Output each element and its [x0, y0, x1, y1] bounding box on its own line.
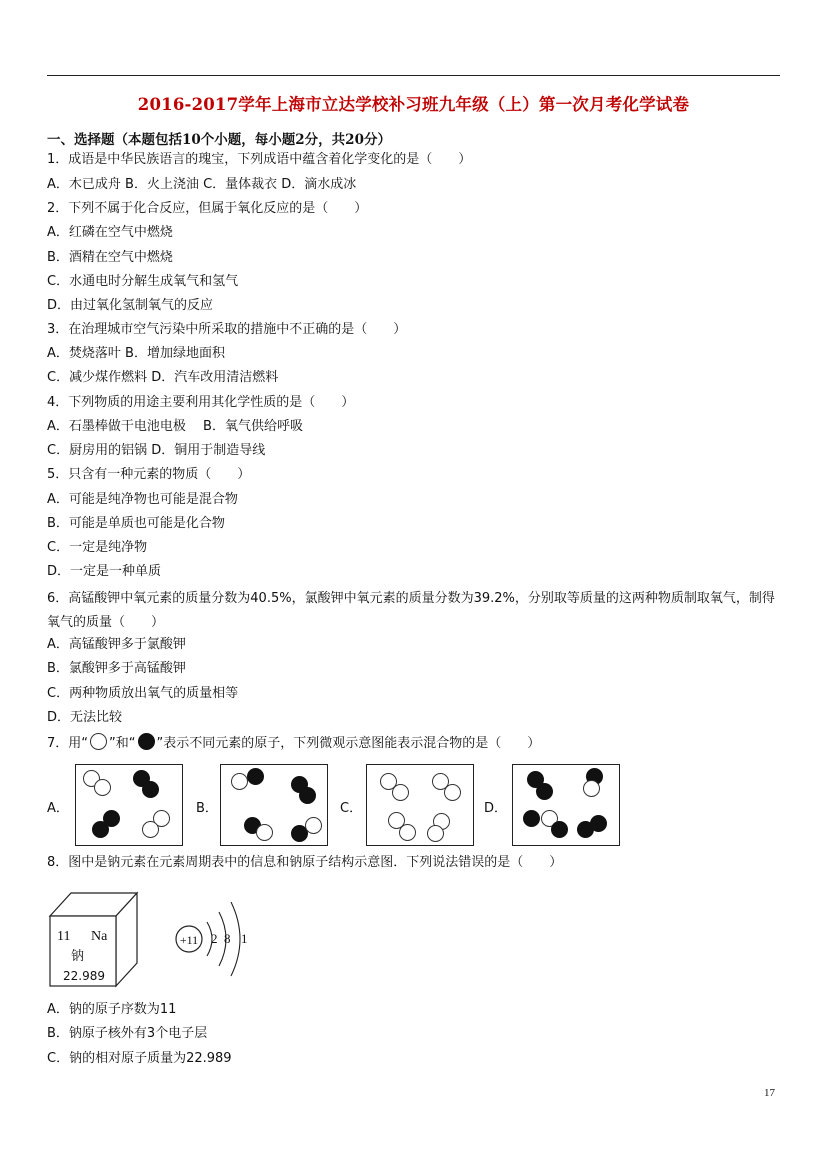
question-2-stem: 2．下列不属于化合反应，但属于氧化反应的是（ ）: [47, 201, 368, 216]
question-7-stem-part-1: 7．用“: [47, 736, 89, 751]
header-rule: [47, 75, 780, 76]
sodium-figure: [47, 888, 252, 990]
black-atom-icon: [138, 733, 155, 750]
question-1-options: A．木已成舟 B．火上浇油 C．量体裁衣 D．滴水成冰: [47, 177, 357, 192]
question-1-stem: 1．成语是中华民族语言的瑰宝，下列成语中蕴含着化学变化的是（ ）: [47, 152, 472, 167]
shell-2-electrons: 8: [224, 931, 231, 946]
question-4-stem: 4．下列物质的用途主要利用其化学性质的是（ ）: [47, 395, 355, 410]
question-5-option-b: B．可能是单质也可能是化合物: [47, 516, 225, 531]
question-8-option-c: C．钠的相对原子质量为22.989: [47, 1051, 232, 1066]
question-6-option-b: B．氯酸钾多于高锰酸钾: [47, 661, 186, 676]
page-number: 17: [764, 1087, 775, 1099]
section-heading: 一、选择题（本题包括10个小题，每小题2分，共20分）: [47, 132, 391, 148]
question-7-label-b: B．: [196, 801, 218, 816]
question-6-option-d: D．无法比较: [47, 710, 123, 725]
question-3-options-ab: A．焚烧落叶 B．增加绿地面积: [47, 346, 225, 361]
question-7-label-d: D．: [484, 801, 508, 816]
element-symbol: Na: [91, 929, 108, 944]
question-6-option-c: C．两种物质放出氧气的质量相等: [47, 686, 239, 701]
atomic-mass: 22.989: [63, 969, 105, 983]
question-4-options-ab: A．石墨棒做干电池电极 B．氧气供给呼吸: [47, 419, 303, 434]
question-2-option-b: B．酒精在空气中燃烧: [47, 250, 173, 265]
molecule-diagram-b: [220, 764, 328, 846]
question-7-label-a: A．: [47, 801, 69, 816]
atom-structure-diagram: [176, 902, 248, 976]
question-3-options-cd: C．减少煤作燃料 D．汽车改用清洁燃料: [47, 370, 279, 385]
question-7-stem-part-2: ”和“: [109, 736, 136, 751]
question-8-option-b: B．钠原子核外有3个电子层: [47, 1026, 208, 1041]
question-5-option-a: A．可能是纯净物也可能是混合物: [47, 492, 238, 507]
question-3-stem: 3．在治理城市空气污染中所采取的措施中不正确的是（ ）: [47, 322, 407, 337]
atomic-number: 11: [57, 929, 71, 944]
question-2-option-a: A．红磷在空气中燃烧: [47, 225, 173, 240]
page-title: 2016-2017学年上海市立达学校补习班九年级（上）第一次月考化学试卷: [137, 95, 690, 114]
question-2-option-c: C．水通电时分解生成氧气和氢气: [47, 274, 239, 289]
shell-3-electrons: 1: [241, 931, 248, 946]
question-7-stem: [47, 733, 540, 752]
question-6-option-a: A．高锰酸钾多于氯酸钾: [47, 637, 186, 652]
question-6-stem: 6．高锰酸钾中氧元素的质量分数为40.5%，氯酸钾中氧元素的质量分数为39.2%，分别取等质量的这两种物质制取氧气，制得氧气的质量（ ）: [47, 591, 775, 630]
element-name: 钠: [71, 949, 85, 964]
question-5-option-c: C．一定是纯净物: [47, 540, 148, 555]
question-5-stem: 5．只含有一种元素的物质（ ）: [47, 467, 251, 482]
question-4-options-cd: C．厨房用的铝锅 D．铜用于制造导线: [47, 443, 266, 458]
molecule-diagram-a: [75, 764, 183, 846]
white-atom-icon: [90, 733, 107, 750]
molecule-diagram-d: [512, 764, 620, 846]
nucleus-charge: +11: [179, 933, 199, 947]
question-2-option-d: D．由过氧化氢制氧气的反应: [47, 298, 214, 313]
question-8-option-a: A．钠的原子序数为11: [47, 1002, 177, 1017]
question-7-stem-part-3: ”表示不同元素的原子，下列微观示意图能表示混合物的是（ ）: [156, 736, 541, 751]
molecule-diagram-c: [366, 764, 474, 846]
question-7-label-c: C．: [340, 801, 363, 816]
shell-1-electrons: 2: [211, 931, 218, 946]
question-5-option-d: D．一定是一种单质: [47, 564, 162, 579]
question-8-stem: 8．图中是钠元素在元素周期表中的信息和钠原子结构示意图．下列说法错误的是（ ）: [47, 855, 563, 870]
